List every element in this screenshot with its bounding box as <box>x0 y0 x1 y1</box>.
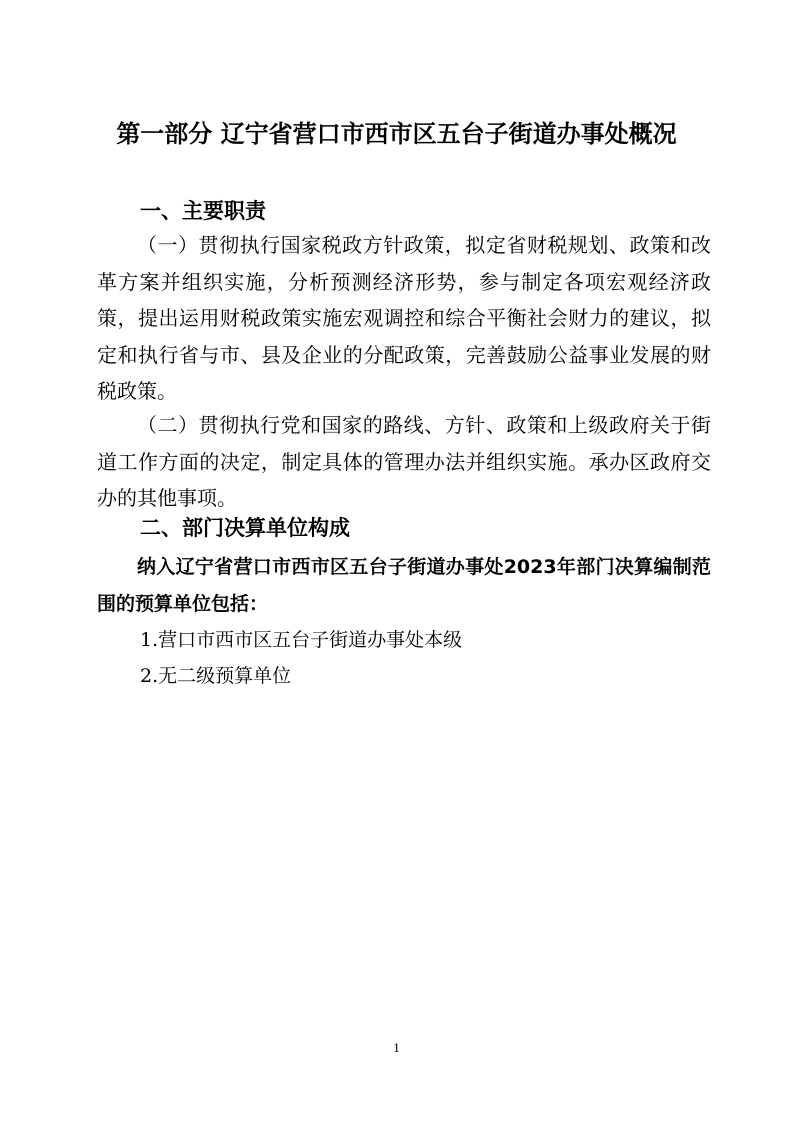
page-number: 1 <box>393 1040 400 1055</box>
paragraph-duty-2: （二）贯彻执行党和国家的路线、方针、政策和上级政府关于街道工作方面的决定，制定具体的管理办法并组织实施。承办区政府交办的其他事项。 <box>97 413 711 510</box>
paragraph-duty-1: （一）贯彻执行国家税政方针政策，拟定省财税规划、政策和改革方案并组织实施，分析预测经济形势，参与制定各项宏观经济政策，提出运用财税政策实施宏观调控和综合平衡社会财力的建议，拟定和执行省与市、县及企业的分配政策，完善鼓励公益事业发展的财税政策。 <box>97 233 711 403</box>
page-title: 第一部分 辽宁省营口市西市区五台子街道办事处概况 <box>116 120 677 148</box>
section-heading-unit-composition: 二、部门决算单位构成 <box>140 516 350 540</box>
list-item-unit-1: 1.营口市西市区五台子街道办事处本级 <box>140 629 463 651</box>
section-heading-main-duties: 一、主要职责 <box>140 199 266 223</box>
list-item-unit-2: 2.无二级预算单位 <box>140 665 292 687</box>
paragraph-unit-scope: 纳入辽宁省营口市西市区五台子街道办事处2023年部门决算编制范围的预算单位包括： <box>97 556 711 615</box>
